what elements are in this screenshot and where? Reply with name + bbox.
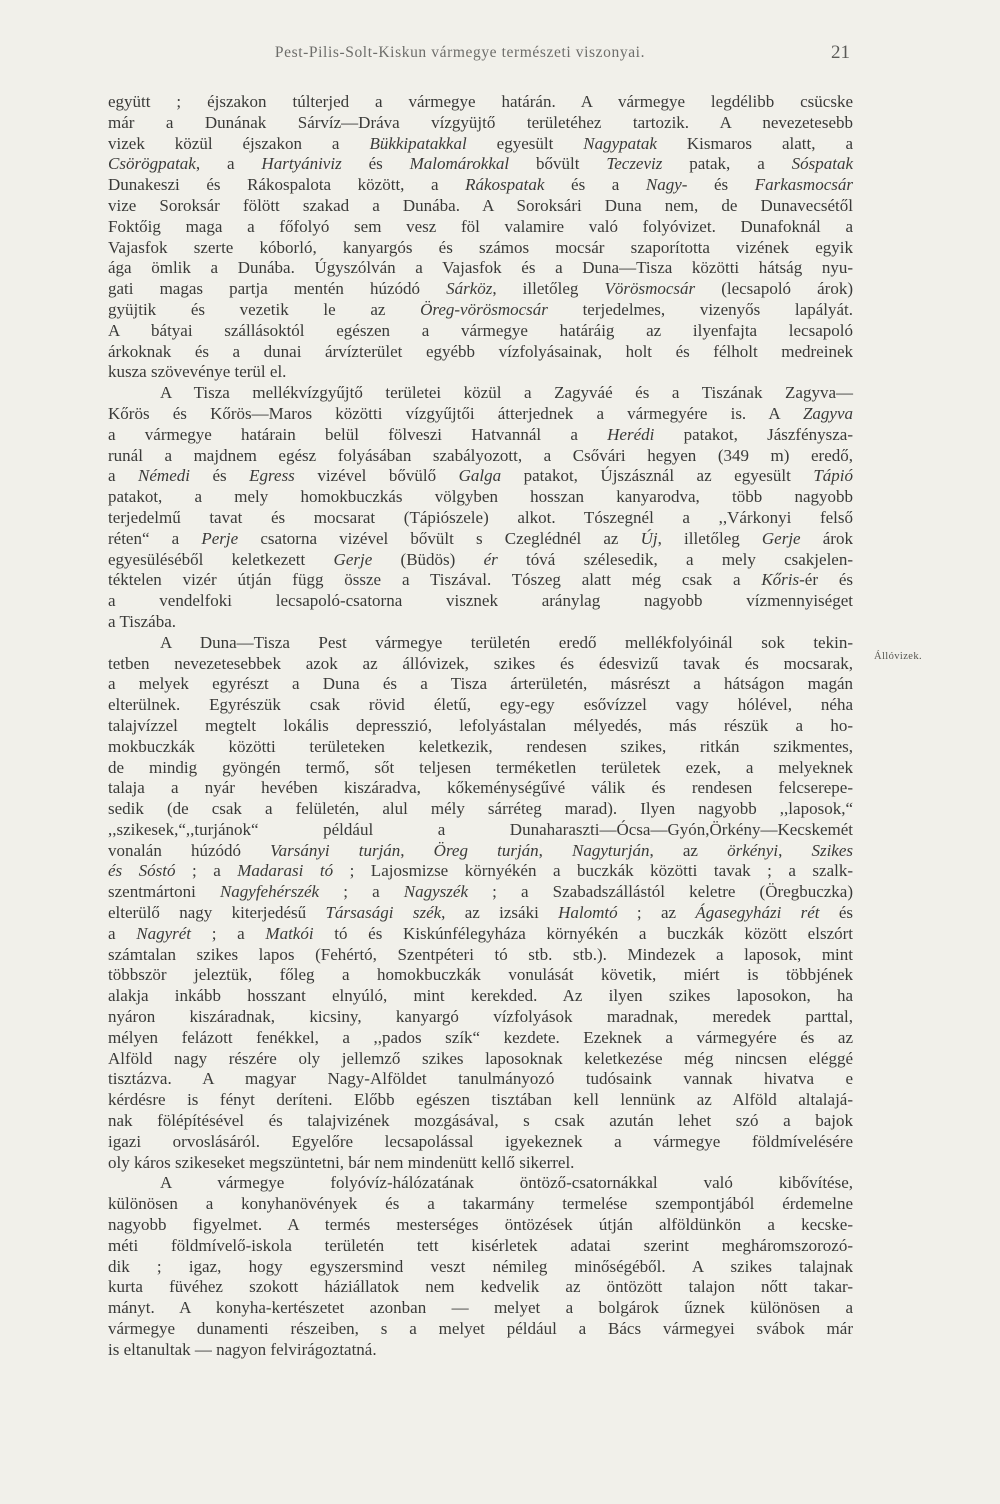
text-line: már a Dunának Sárvíz—Dráva vízgyüjtő területéhez tartozik. A nevezetesebb bbox=[108, 112, 853, 132]
text-line: a vendelfoki lecsapoló-csatorna visznek aránylag nagyobb vízmennyiséget bbox=[108, 591, 853, 611]
text-line: vize Soroksár fölött szakad a Dunába. A Soroksári Duna nem, de Dunavecsétől bbox=[108, 195, 853, 215]
text-line: méti földmívelő-iskola területén tett kisérletek adatai szerint megháromszorozó- bbox=[108, 1235, 853, 1255]
body-text bbox=[108, 92, 853, 1361]
text-line: a melyek egyrészt a Duna és a Tisza árterületén, másrészt a hátságon magán bbox=[108, 674, 853, 694]
text-line: is eltanultak — nagyon felvirágoztatná. bbox=[108, 1339, 377, 1359]
text-line: A Duna—Tisza Pest vármegye területén eredő mellékfolyóinál sok tekin- bbox=[160, 632, 853, 652]
text-line: Kőrös és Kőrös—Maros közötti vízgyűjtői átterjednek a vármegyére is. A Zagyva bbox=[108, 403, 853, 423]
text-line: tisztázva. A magyar Nagy-Alföldet tanulmányozó tudósaink vannak hivatva e bbox=[108, 1069, 853, 1089]
text-line: nyáron kiszáradnak, kicsiny, kanyargó vízfolyások maradnak, meredek parttal, bbox=[108, 1007, 853, 1027]
paragraph bbox=[108, 1173, 853, 1360]
text-line: de mindig gyöngén termő, sőt teljesen terméketlen területek ezek, a melyeknek bbox=[108, 757, 853, 777]
text-line: igazi orvoslásáról. Egyelőre lecsapolással igyekeznek a vármegye földmívelésére bbox=[108, 1131, 853, 1151]
text-line: vonalán húzódó Varsányi turján, Öreg turján, Nagyturján, az örkényi, Szikes bbox=[108, 840, 853, 860]
text-line: a Nagyrét ; a Matkói tó és Kiskúnfélegyháza környékén a buczkák között elszórt bbox=[108, 923, 853, 943]
paragraph bbox=[108, 383, 853, 633]
text-line: mélyen felázott fenékkel, a ,,pados szík“ kezdete. Ezeknek a vármegyére és az bbox=[108, 1027, 853, 1047]
text-line: a vármegye határain belül fölveszi Hatvannál a Herédi patakot, Jászfénysza- bbox=[108, 424, 853, 444]
text-line: Foktőig maga a főfolyó sem vesz föl valamire való folyóvizet. Dunafoknál a bbox=[108, 216, 853, 236]
text-line: gyüjtik és vezetik le az Öreg-vörösmocsár terjedelmes, vizenyős lapályát. bbox=[108, 299, 853, 319]
text-line: téktelen vizér útján függ össze a Tiszával. Tószeg alatt még csak a Kőris-ér és bbox=[108, 570, 854, 590]
text-line: A Tisza mellékvízgyűjtő területei közül a Zagyváé és a Tiszának Zagyva— bbox=[160, 383, 853, 403]
text-line: patakot, a mely homokbuczkás völgyben hosszan kanyarodva, több nagyobb bbox=[108, 487, 853, 507]
text-line: gati magas partja mentén húzódó Sárköz, illetőleg Vörösmocsár (lecsapoló árok) bbox=[108, 279, 853, 299]
text-line: runál a majdnem egész folyásában szabályozott, a Csővári hegyen (349 m) eredő, bbox=[108, 445, 853, 465]
text-line: Alföld nagy részére oly jellemző szikes laposoknak keletkezése még nincsen eléggé bbox=[108, 1048, 853, 1068]
text-line: mányt. A konyha-kertészetet azonban — melyet a bolgárok űznek különösen a bbox=[108, 1298, 853, 1318]
text-line: Dunakeszi és Rákospalota között, a Rákospatak és a Nagy- és Farkasmocsár bbox=[108, 175, 853, 195]
text-line: együtt ; éjszakon túlterjed a vármegye határán. A vármegye legdélibb csücske bbox=[108, 92, 853, 111]
paragraph bbox=[108, 633, 853, 1174]
text-line: réten“ a Perje csatorna vizével bővült s Czeglédnél az Új, illetőleg Gerje árok bbox=[108, 528, 853, 548]
text-line: talajvízzel megtelt lokális depresszió, lefolyástalan mélyedés, más részük a ho- bbox=[108, 715, 853, 735]
text-line: elterülnek. Egyrészük csak rövid életű, egy-egy esővízzel vagy hólével, néha bbox=[108, 695, 853, 715]
text-line: terjedelmű tavat és mocsarat (Tápiószele) alkot. Tószegnél a ,,Várkonyi felső bbox=[108, 507, 853, 527]
text-line: sedik (de csak a felületén, alul mély sárréteg marad). Ilyen nagyobb ,,laposok,“ bbox=[108, 799, 853, 819]
text-line: A bátyai szállásoktól egészen a vármegye határáig az ilyenfajta lecsapoló bbox=[108, 320, 853, 340]
text-line: tetben nevezetesebbek azok az állóvizek, szikes és édesvizű tavak és mocsarak, bbox=[108, 653, 853, 673]
text-line: Csörögpatak, a Hartyániviz és Malomárokkal bővült Teczeviz patak, a Sóspatak bbox=[108, 154, 854, 174]
text-line: és Sóstó ; a Madarasi tó ; Lajosmizse környékén a buczkák közötti tavak ; a szalk- bbox=[108, 861, 853, 881]
text-line: árkoknak és a dunai árvízterület egyébb vízfolyásainak, holt és félholt medreinek bbox=[108, 341, 853, 361]
text-line: szentmártoni Nagyfehérszék ; a Nagyszék ; a Szabadszállástól keletre (Öregbuczka) bbox=[108, 882, 853, 902]
text-line: többször jeleztük, főleg a homokbuczkák vonulását követik, miért is többjének bbox=[108, 965, 853, 985]
text-line: kérdésre is fényt deríteni. Előbb egészen tisztában kell lennünk az Alföld altalajá- bbox=[108, 1090, 853, 1110]
text-line: nagyobb figyelmet. A termés mesterséges öntözések útján alföldünkön a kecske- bbox=[108, 1215, 853, 1235]
text-line: ,,szikesek,“,,turjánok“ például a Dunaharaszti—Ócsa—Gyón,Örkény—Kecskemét bbox=[108, 819, 853, 839]
text-line: nak fölépítésével és talajvizének mozgásával, s csak azután lehet szó a bajok bbox=[108, 1111, 853, 1131]
text-line: számtalan szikes lapos (Fehértó, Szentpéteri tó stb. stb.). Mindezek a laposok, mint bbox=[108, 944, 853, 964]
text-line: alakja inkább hosszant elnyúló, mint kerekded. Az ilyen szikes laposokon, ha bbox=[108, 986, 853, 1006]
text-line: mokbuczkák közötti területeken keletkezik, rendesen szikes, ritkán szikmentes, bbox=[108, 736, 853, 756]
margin-note: Állóvizek. bbox=[874, 651, 923, 662]
running-head-title: Pest-Pilis-Solt-Kiskun vármegye természeti viszonyai. bbox=[274, 44, 646, 61]
text-line: ága ömlik a Dunába. Úgyszólván a Vajasfok és a Duna—Tisza közötti hátság nyu- bbox=[108, 258, 853, 278]
text-line: a Tiszába. bbox=[108, 611, 176, 631]
text-line: A vármegye folyóvíz-hálózatának öntöző-csatornákkal való kibővítése, bbox=[160, 1173, 853, 1193]
text-line: különösen a konyhanövények és a takarmány termelése szempontjából érdemelne bbox=[108, 1194, 853, 1214]
text-line: vármegye dunamenti részeiben, s a melyet például a Bács vármegyei svábok már bbox=[108, 1319, 853, 1339]
text-line: talaja a nyár hevében kiszáradva, kőkeménységűvé válik és rendesen felcserepe- bbox=[108, 778, 853, 798]
paragraph bbox=[108, 92, 853, 383]
text-line: dik ; igaz, hogy egyszersmind veszt némileg minőségéből. A szikes talajnak bbox=[108, 1256, 853, 1276]
text-line: kusza szövevénye terül el. bbox=[108, 362, 287, 382]
text-line: a Némedi és Egress vizével bővülő Galga patakot, Újszásznál az egyesült Tápió bbox=[108, 466, 853, 486]
text-line: oly káros szikeseket megszüntetni, bár nem mindenütt kellő sikerrel. bbox=[108, 1152, 575, 1172]
text-line: vizek közül éjszakon a Bükkipatakkal egyesült Nagypatak Kismaros alatt, a bbox=[108, 133, 854, 153]
text-line: Vajasfok szerte kóborló, kanyargós és számos mocsár szaporította vizének egyik bbox=[108, 237, 853, 257]
running-head bbox=[110, 44, 850, 74]
text-line: egyesüléséből keletkezett Gerje (Büdös) ér tóvá szélesedik, a mely csakjelen- bbox=[108, 549, 853, 569]
text-line: kurta füvéhez szokott háziállatok nem kedvelik az öntözött talajon nőtt takar- bbox=[108, 1277, 853, 1297]
text-line: elterülő nagy kiterjedésű Társasági szék, az izsáki Halomtó ; az Ágasegyházi rét és bbox=[108, 903, 853, 923]
page-number: 21 bbox=[831, 42, 850, 63]
